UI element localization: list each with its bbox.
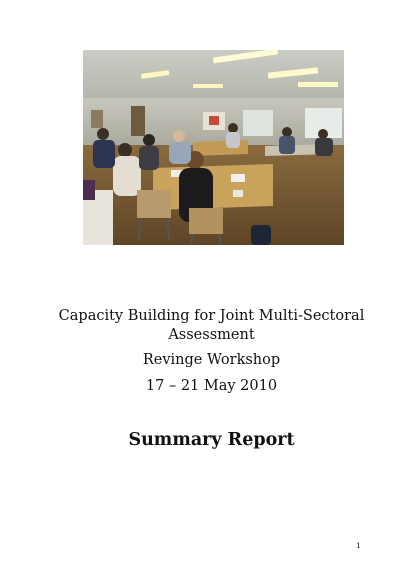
report-title-line-2: Assessment — [168, 327, 255, 343]
page-number: 1 — [356, 541, 361, 550]
report-title-line-1: Capacity Building for Joint Multi-Sectoral — [58, 308, 365, 324]
workshop-name: Revinge Workshop — [142, 352, 281, 368]
title-block — [40, 307, 383, 396]
workshop-dates: 17 – 21 May 2010 — [145, 378, 278, 394]
report-type: Summary Report — [128, 430, 295, 450]
cover-photo — [83, 50, 344, 245]
